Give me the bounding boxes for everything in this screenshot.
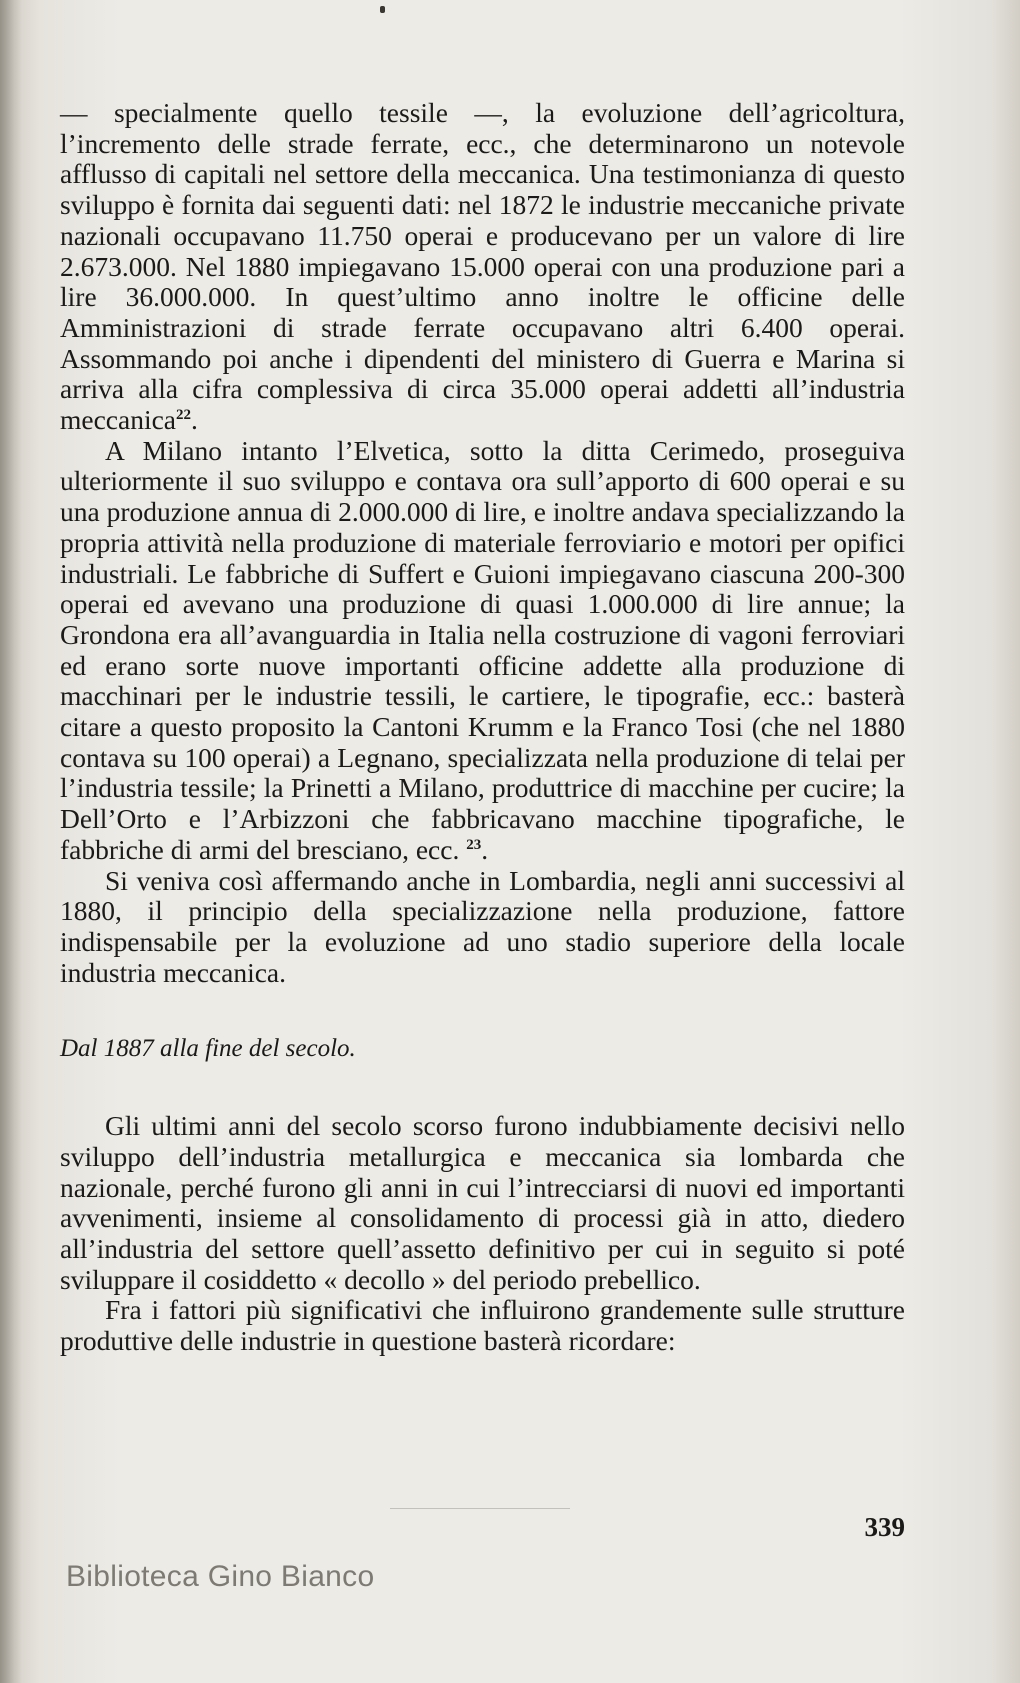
paragraph-2: A Milano intanto l’Elvetica, sotto la ditta Cerimedo, proseguiva ulteriormente il suo sviluppo e contava ora sull’apporto di 600 operai e su una produzione annua di 2.000.000 di lire, e inoltre andava specializzando la propria attività nella produzione di materiale ferroviario e motori per opifici industriali. Le fabbriche di Suffert e Guioni impiegavano ciascuna 200-300 operai ed avevano una produzione di quasi 1.000.000 di lire annue; la Grondona era all’avanguardia in Italia nella costruzione di vagoni ferroviari ed erano sorte nuove importanti officine addette alla produzione di macchinari per le industrie tessili, le cartiere, le tipografie, ecc.: basterà citare a questo proposito la Cantoni Krumm e la Franco Tosi (che nel 1880 contava su 100 operai) a Legnano, specializzata nella produzione di telai per l’industria tessile; la Prinetti a Milano, produttrice di macchine per cucire; la Dell’Orto e l’Arbizzoni che fabbricavano macchine tipografiche, le fabbriche di armi del bresciano, ecc. $^{23}$. xyxy=(60,434,905,865)
body-text xyxy=(60,98,905,1357)
footnote-ref-22: 22 xyxy=(176,406,192,423)
library-watermark: Biblioteca Gino Bianco xyxy=(66,1560,375,1593)
page-gutter-shadow xyxy=(0,0,22,1683)
paragraph-3: Si veniva così affermando anche in Lombardia, negli anni successivi al 1880, il principio della specializzazione nella produzione, fattore indispensabile per la evoluzione ad uno stadio superiore della locale industria meccanica. xyxy=(60,864,905,988)
paragraph-2-text: A Milano intanto l’Elvetica, sotto la ditta Cerimedo, proseguiva ulteriormente il suo sviluppo e contava ora sull’apporto di 600 operai e su una produzione annua di 2.000.000 di lire, e inoltre andava specializzando la propria attività nella produzione di materiale ferroviario e motori per opifici industriali. Le fabbriche di Suffert e Guioni impiegavano ciascuna 200-300 operai ed avevano una produzione di quasi 1.000.000 di lire annue; la Grondona era all’avanguardia in Italia nella costruzione di vagoni ferroviari ed erano sorte nuove importanti officine addette alla produzione di macchinari per le industrie tessili, le cartiere, le tipografie, ecc.: basterà citare a questo proposito la Cantoni Krumm e la Franco Tosi (che nel 1880 contava su 100 operai) a Legnano, specializzata nella produzione di telai per l’industria tessile; la Prinetti a Milano, produttrice di macchine per cucire; la Dell’Orto e l’Arbizzoni che fabbricavano macchine tipografiche, le fabbriche di armi del bresciano, ecc. xyxy=(60,434,905,865)
ink-mark xyxy=(380,6,385,13)
section-heading: Dal 1887 alla fine del secolo. xyxy=(60,1035,356,1063)
paragraph-1: — specialmente quello tessile —, la evoluzione dell’agricoltura, l’incremento delle strade ferrate, ecc., che determinarono un notevole afflusso di capitali nel settore della meccanica. Una testimonianza di questo sviluppo è fornita dai seguenti dati: nel 1872 le industrie meccaniche private nazionali occupavano 11.750 operai e producevano per un valore di lire 2.673.000. Nel 1880 impiegavano 15.000 operai con una produzione pari a lire 36.000.000. In quest’ultimo anno inoltre le officine delle Amministrazioni di strade ferrate occupavano altri 6.400 operai. Assommando poi anche i dipendenti del ministero di Guerra e Marina si arriva alla cifra complessiva di circa 35.000 operai addetti all’industria meccanica$^{22}$. xyxy=(60,97,905,436)
paragraph-1-text: — specialmente quello tessile —, la evoluzione dell’agricoltura, l’incremento delle strade ferrate, ecc., che determinarono un notevole afflusso di capitali nel settore della meccanica. Una testimonianza di questo sviluppo è fornita dai seguenti dati: nel 1872 le industrie meccaniche private nazionali occupavano 11.750 operai e producevano per un valore di lire 2.673.000. Nel 1880 impiegavano 15.000 operai con una produzione pari a lire 36.000.000. In quest’ultimo anno inoltre le officine delle Amministrazioni di strade ferrate occupavano altri 6.400 operai. Assommando poi anche i dipendenti del ministero di Guerra e Marina si arriva alla cifra complessiva di circa 35.000 operai addetti all’industria meccanica xyxy=(60,97,905,436)
page-number: 339 xyxy=(864,1512,905,1542)
footnote-ref-23: 23 xyxy=(466,836,482,853)
paragraph-4: Gli ultimi anni del secolo scorso furono indubbiamente decisivi nello sviluppo dell’industria metallurgica e meccanica sia lombarda che nazionale, perché furono gli anni in cui l’intrecciarsi di nuovi ed importanti avvenimenti, insieme al consolidamento di processi già in atto, diedero all’industria del settore quell’assetto definitivo per cui in seguito si poté sviluppare il cosiddetto « decollo » del periodo prebellico. xyxy=(60,1110,905,1295)
paragraph-5: Fra i fattori più significativi che influirono grandemente sulle strutture produttive delle industrie in questione basterà ricordare: xyxy=(60,1294,905,1357)
page-rule xyxy=(390,1508,570,1509)
